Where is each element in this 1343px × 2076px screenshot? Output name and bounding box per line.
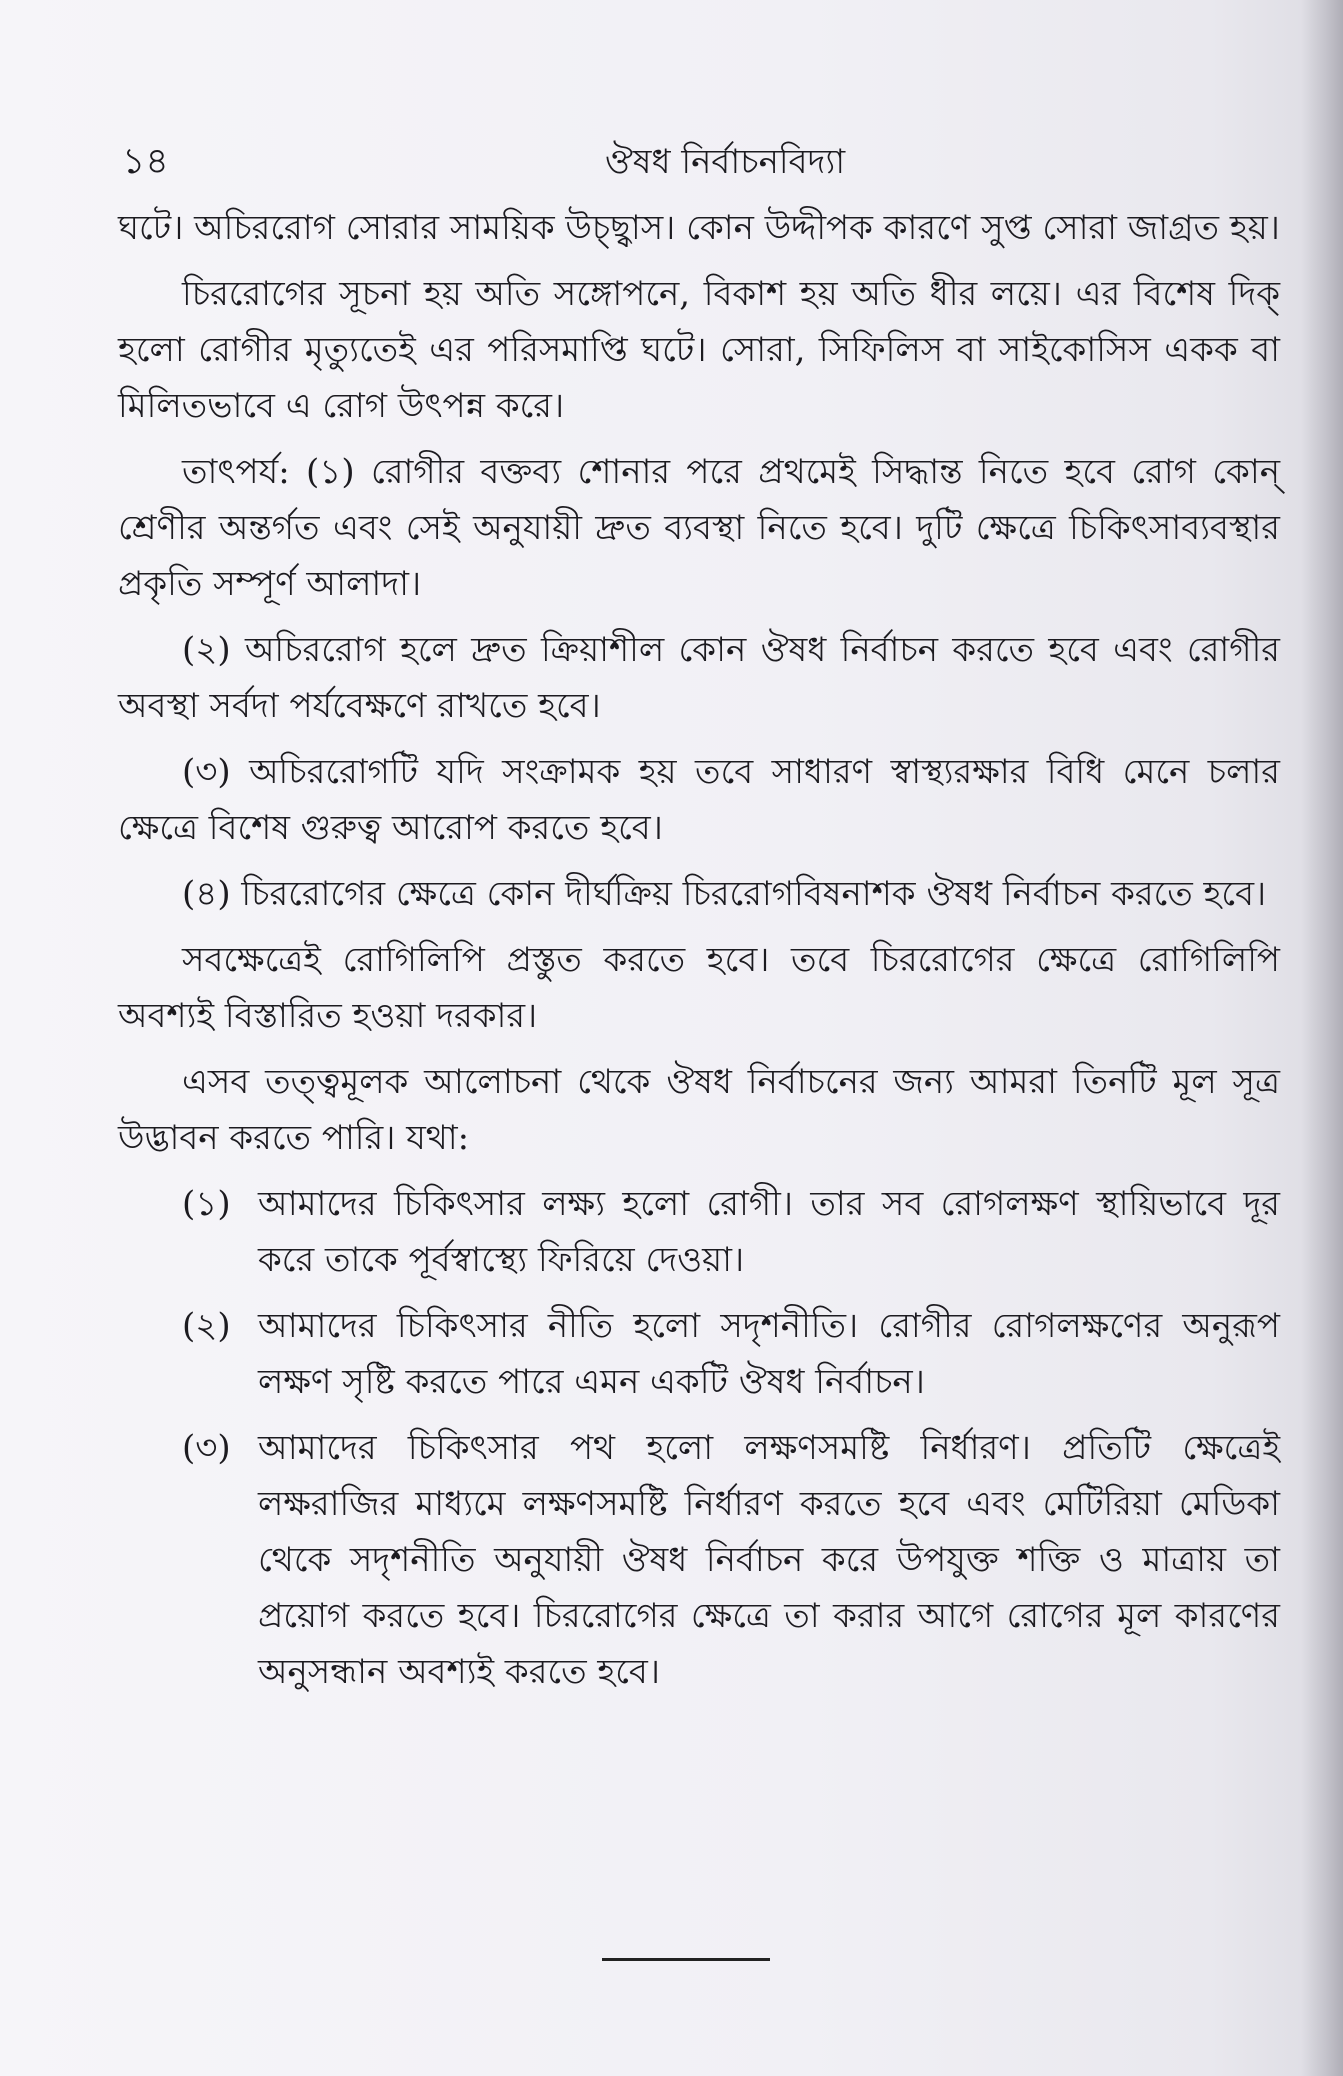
section-end-rule — [602, 1958, 770, 1961]
paragraph-case-record: সবক্ষেত্রেই রোগিলিপি প্রস্তুত করতে হবে। তবে চিররোগের ক্ষেত্রে রোগিলিপি অবশ্যই বিস্তারিত হওয়া দরকার। — [118, 940, 1280, 1036]
page-number: ১৪ — [122, 141, 169, 182]
principle-label: (১) — [182, 1184, 231, 1224]
principle-text: আমাদের চিকিৎসার লক্ষ্য হলো রোগী। তার সব রোগলক্ষণ স্থায়িভাবে দূর করে তাকে পূর্বস্বাস্থ্যে ফিরিয়ে দেওয়া। — [258, 1184, 1280, 1280]
page-header — [0, 138, 1343, 198]
paragraph-chronic-disease: চিররোগের সূচনা হয় অতি সঙ্গোপনে, বিকাশ হয় অতি ধীর লয়ে। এর বিশেষ দিক্‌ হলো রোগীর মৃত্যুতেই এর পরিসমাপ্তি ঘটে। সোরা, সিফিলিস বা সাইকোসিস একক বা মিলিতভাবে এ রোগ উৎপন্ন করে। — [118, 274, 1280, 426]
paragraph-significance: তাৎপর্য: (১) রোগীর বক্তব্য শোনার পরে প্রথমেই সিদ্ধান্ত নিতে হবে রোগ কোন্‌ শ্রেণীর অন্তর্গত এবং সেই অনুযায়ী দ্রুত ব্যবস্থা নিতে হবে। দুটি ক্ষেত্রে চিকিৎসাব্যবস্থার প্রকৃতি সম্পূর্ণ আলাদা। — [118, 452, 1280, 604]
page-spine-shadow — [1301, 0, 1343, 2076]
principle-text: আমাদের চিকিৎসার নীতি হলো সদৃশনীতি। রোগীর রোগলক্ষণের অনুরূপ লক্ষণ সৃষ্টি করতে পারে এমন একটি ঔষধ নির্বাচন। — [258, 1306, 1280, 1402]
running-title: ঔষধ নির্বাচনবিদ্যা — [604, 142, 846, 182]
paragraph-point-2: (২) অচিররোগ হলে দ্রুত ক্রিয়াশীল কোন ঔষধ নির্বাচন করতে হবে এবং রোগীর অবস্থা সর্বদা পর্যবেক্ষণে রাখতে হবে। — [118, 630, 1280, 726]
paragraph-point-4: (৪) চিররোগের ক্ষেত্রে কোন দীর্ঘক্রিয় চিররোগবিষনাশক ঔষধ নির্বাচন করতে হবে। — [182, 874, 1267, 914]
paragraph-principles-intro: এসব তত্ত্বমূলক আলোচনা থেকে ঔষধ নির্বাচনের জন্য আমরা তিনটি মূল সূত্র উদ্ভাবন করতে পারি। যথা: — [118, 1062, 1280, 1158]
paragraph-continuation: ঘটে। অচিররোগ সোরার সাময়িক উচ্ছ্বাস। কোন উদ্দীপক কারণে সুপ্ত সোরা জাগ্রত হয়। — [118, 208, 1280, 248]
principle-item — [118, 1298, 1280, 1410]
principle-text: আমাদের চিকিৎসার পথ হলো লক্ষণসমষ্টি নির্ধারণ। প্রতিটি ক্ষেত্রেই লক্ষরাজির মাধ্যমে লক্ষণসমষ্টি নির্ধারণ করতে হবে এবং মেটিরিয়া মেডিকা থেকে সদৃশনীতি অনুযায়ী ঔষধ নির্বাচন করে উপযুক্ত শক্তি ও মাত্রায় তা প্রয়োগ করতে হবে। চিররোগের ক্ষেত্রে তা করার আগে রোগের মূল কারণের অনুসন্ধান অবশ্যই করতে হবে। — [258, 1428, 1280, 1692]
principle-label: (৩) — [182, 1428, 231, 1468]
paragraph-point-3: (৩) অচিররোগটি যদি সংক্রামক হয় তবে সাধারণ স্বাস্থ্যরক্ষার বিধি মেনে চলার ক্ষেত্রে বিশেষ গুরুত্ব আরোপ করতে হবে। — [118, 752, 1280, 848]
principle-item — [118, 1420, 1280, 1700]
principle-label: (২) — [182, 1306, 231, 1346]
principle-item — [118, 1176, 1280, 1288]
page-body — [118, 200, 1280, 1710]
